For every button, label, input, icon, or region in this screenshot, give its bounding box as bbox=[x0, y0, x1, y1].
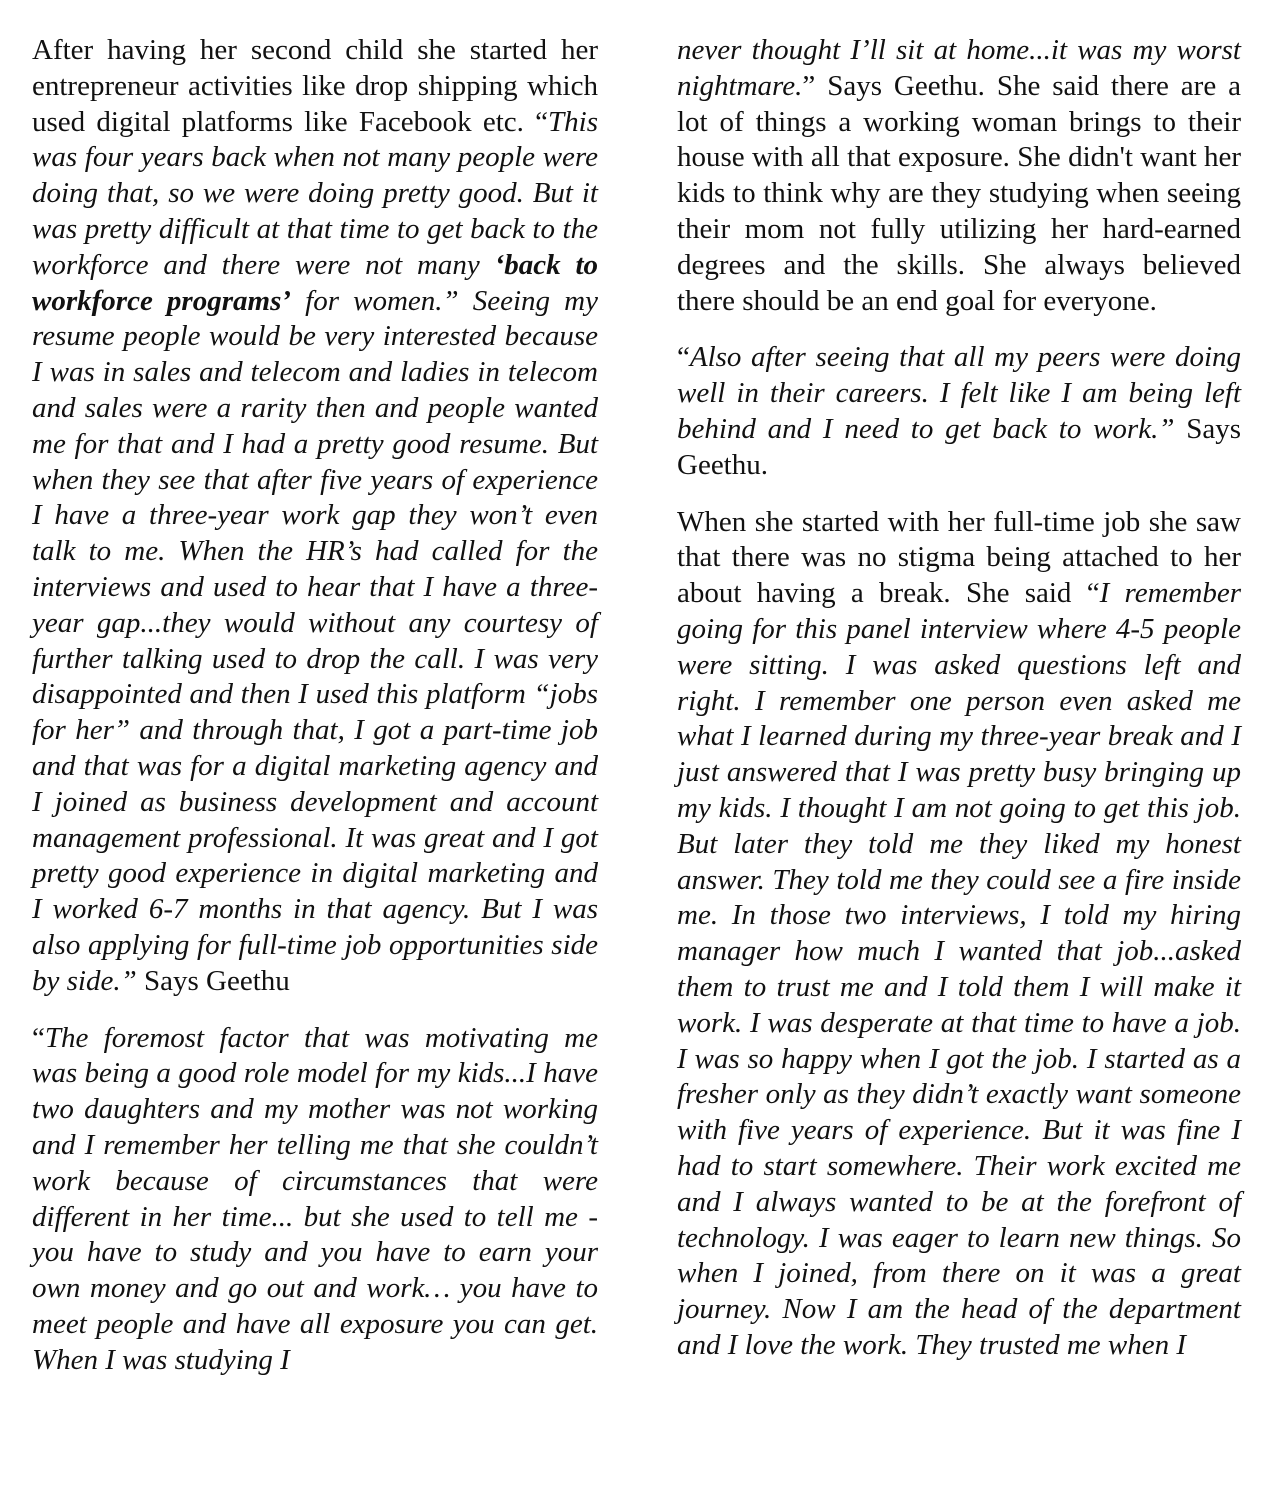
left-paragraph-2 bbox=[32, 1021, 598, 1379]
left-p1-attribution: Says Geethu bbox=[136, 964, 290, 997]
left-p2-open-quote: “ bbox=[32, 1021, 45, 1054]
left-column bbox=[32, 33, 598, 1378]
right-paragraph-3 bbox=[677, 505, 1241, 1364]
right-paragraph-1 bbox=[677, 33, 1241, 319]
right-p1-narrative: ” Says Geethu. She said there are a lot of things a working woman brings to their house with all that exposure. She didn't want her kids to think why are they studying when seeing their mom not fully utilizing her hard-earned degrees and the skills. She always believed there should be an end goal for everyone. bbox=[677, 69, 1241, 317]
left-p2-quote-text: The foremost factor that was motivating me was being a good role model for my kids...I have two daughters and my mother was not working and I remember her telling me that she couldn’t work because of circumstances that were different in her time... but she used to tell me - you have to study and you have to earn your own money and go out and work… you have to meet people and have all exposure you can get. When I was studying I bbox=[32, 1021, 598, 1376]
left-paragraph-1 bbox=[32, 33, 598, 1000]
right-p3-narrative: When she started with her full-time job she saw that there was no stigma being attached to her about having a break. She said “ bbox=[677, 505, 1241, 610]
left-p1-intro-text: After having her second child she started her entrepreneur activities like drop shipping which used digital platforms like Facebook etc. “ bbox=[32, 34, 598, 138]
right-p2-quote-text: Also after seeing that all my peers were doing well in their careers. I felt like I am being left behind and I need to get back to work.” bbox=[677, 341, 1241, 445]
right-p2-attribution: Says Geethu. bbox=[677, 412, 1241, 481]
left-p1-quote-continued: for women.” Seeing my resume people would be very interested because I was in sales and telecom and ladies in telecom and sales were a rarity then and people wanted me for that and I had a pretty good resume. But when they see that after five years of experience I have a three-year work gap they won’t even talk to me. When the HR’s had called for the interviews and used to hear that I have a three-year gap...they would without any courtesy of further talking used to drop the call. I was very disappointed and then I used this platform “jobs for her” and through that, I got a part-time job and that was for a digital marketing agency and I joined as business development and account management professional. It was great and I got pretty good experience in digital marketing and I worked 6-7 months in that agency. But I was also applying for full-time job opportunities side by side.” bbox=[32, 284, 598, 997]
right-column bbox=[677, 33, 1241, 1364]
right-p1-quote-text: never thought I’ll sit at home...it was my worst nightmare. bbox=[677, 34, 1241, 102]
right-paragraph-2 bbox=[677, 340, 1241, 483]
left-p1-bold-phrase: ‘back to workforce programs’ bbox=[32, 248, 598, 317]
right-p3-quote-text: I remember going for this panel interview where 4-5 people were sitting. I was asked questions left and right. I remember one person even asked me what I learned during my three-year break and I just answered that I was pretty busy bringing up my kids. I thought I am not going to get this job. But later they told me they liked my honest answer. They told me they could see a fire inside me. In those two interviews, I told my hiring manager how much I wanted that job...asked them to trust me and I told them I will make it work. I was desperate at that time to have a job. I was so happy when I got the job. I started as a fresher only as they didn’t exactly want someone with five years of experience. But it was fine I had to start somewhere. Their work excited me and I always wanted to be at the forefront of technology. I was eager to learn new things. So when I joined, from there on it was a great journey. Now I am the head of the department and I love the work. They trusted me when I bbox=[677, 577, 1241, 1361]
left-p1-quote-text: This was four years back when not many people were doing that, so we were doing pretty good. But it was pretty difficult at that time to get back to the workforce and there were not many bbox=[32, 105, 598, 281]
right-p2-open-quote: “ bbox=[677, 341, 690, 374]
